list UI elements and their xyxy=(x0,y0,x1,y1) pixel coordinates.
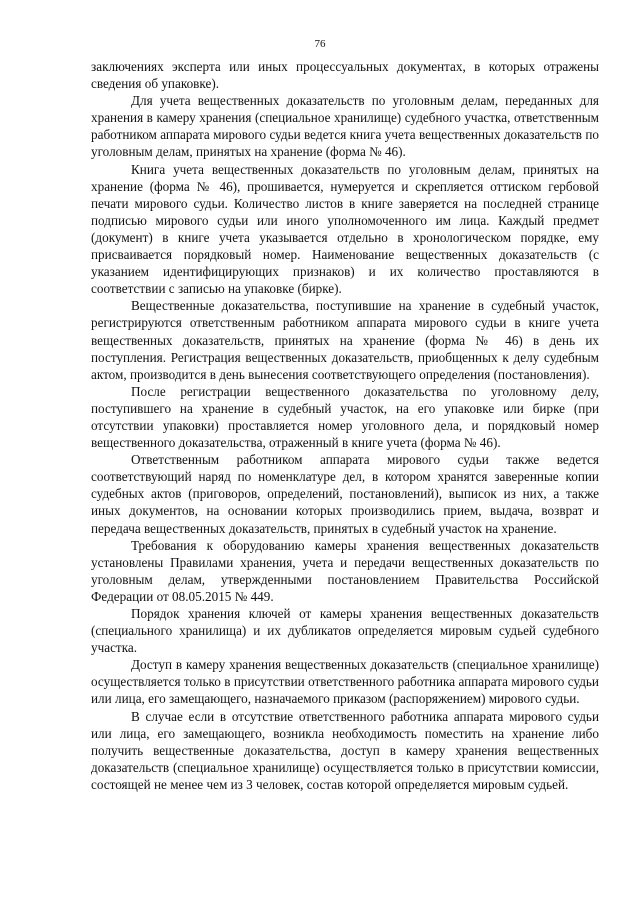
paragraph-access: Доступ в камеру хранения вещественных доказательств (специальное хранилище) осуществляется только в присутствии ответственного работника аппарата мирового судьи или лица, его замещающего, назначаемого приказом (распоряжением) мирового судьи. xyxy=(91,657,599,707)
paragraph-continuation: заключениях эксперта или иных процессуальных документах, в которых отражены сведения об упаковке). xyxy=(91,59,599,92)
paragraph-ledger-intro: Для учета вещественных доказательств по уголовным делам, переданных для хранения в камеру хранения (специальное хранилище) судебного участка, ответственным работником аппарата мирового судьи ведется книга учета вещественных доказательств по уголовным делам, принятых на хранение (форма № 46). xyxy=(91,93,599,160)
paragraph-after-registration: После регистрации вещественного доказательства по уголовному делу, поступившего на хранение в судебный участок, на его упаковке или бирке (при отсутствии упаковки) проставляется номер уголовного дела, и порядковый номер вещественного доказательства, отраженный в книге учета (форма № 46). xyxy=(91,383,599,451)
paragraph-ledger-binding: Книга учета вещественных доказательств по уголовным делам, принятых на хранение (форма № 46), прошивается, нумеруется и скрепляется оттиском гербовой печати мирового судьи. Количество листов в книге заверяется на последней странице подписью мирового судьи или иного уполномоченного им лица. Каждый предмет (документ) в книге учета указывается отдельно в хронологическом порядке, ему присваивается порядковый номер. Наименование вещественных доказательств (с указанием идентифицирующих признаков) и их количество проставляются в соответствии с записью на упаковке (бирке). xyxy=(91,161,599,297)
paragraph-commission-access: В случае если в отсутствие ответственного работника аппарата мирового судьи или лица, его замещающего, возникла необходимость поместить на хранение либо получить вещественные доказательства, доступ в камеру хранения вещественных доказательств (специальное хранилище) осуществляется только в присутствии комиссии, состоящей не менее чем из 3 человек, состав которой определяется мировым судьей. xyxy=(91,708,599,792)
paragraph-file-nomenclature: Ответственным работником аппарата мирового судьи также ведется соответствующий наряд по номенклатуре дел, в котором хранятся заверенные копии судебных актов (приговоров, определений, постановлений), выписок из них, а также иных документов, на основании которых производились прием, выдача, возврат и передача вещественных доказательств, принятых в судебный участок на хранение. xyxy=(91,452,599,536)
page-number: 76 xyxy=(314,38,326,50)
paragraph-keys-order: Порядок хранения ключей от камеры хранения вещественных доказательств (специального хранилища) и их дубликатов определяется мировым судьей судебного участка. xyxy=(91,606,599,656)
paragraph-registration: Вещественные доказательства, поступившие на хранение в судебный участок, регистрируются ответственным работником аппарата мирового судьи в книге учета вещественных доказательств, принятых на хранение (форма № 46) в день их поступления. Регистрация вещественных доказательств, приобщенных к делу судебным актом, производится в день вынесения соответствующего определения (постановления). xyxy=(91,298,599,382)
paragraph-storage-requirements: Требования к оборудованию камеры хранения вещественных доказательств установлены Правилами хранения, учета и передачи вещественных доказательств по уголовным делам, утвержденными постановлением Правительства Российской Федерации от 08.05.2015 № 449. xyxy=(91,537,599,604)
body-text xyxy=(91,58,599,793)
